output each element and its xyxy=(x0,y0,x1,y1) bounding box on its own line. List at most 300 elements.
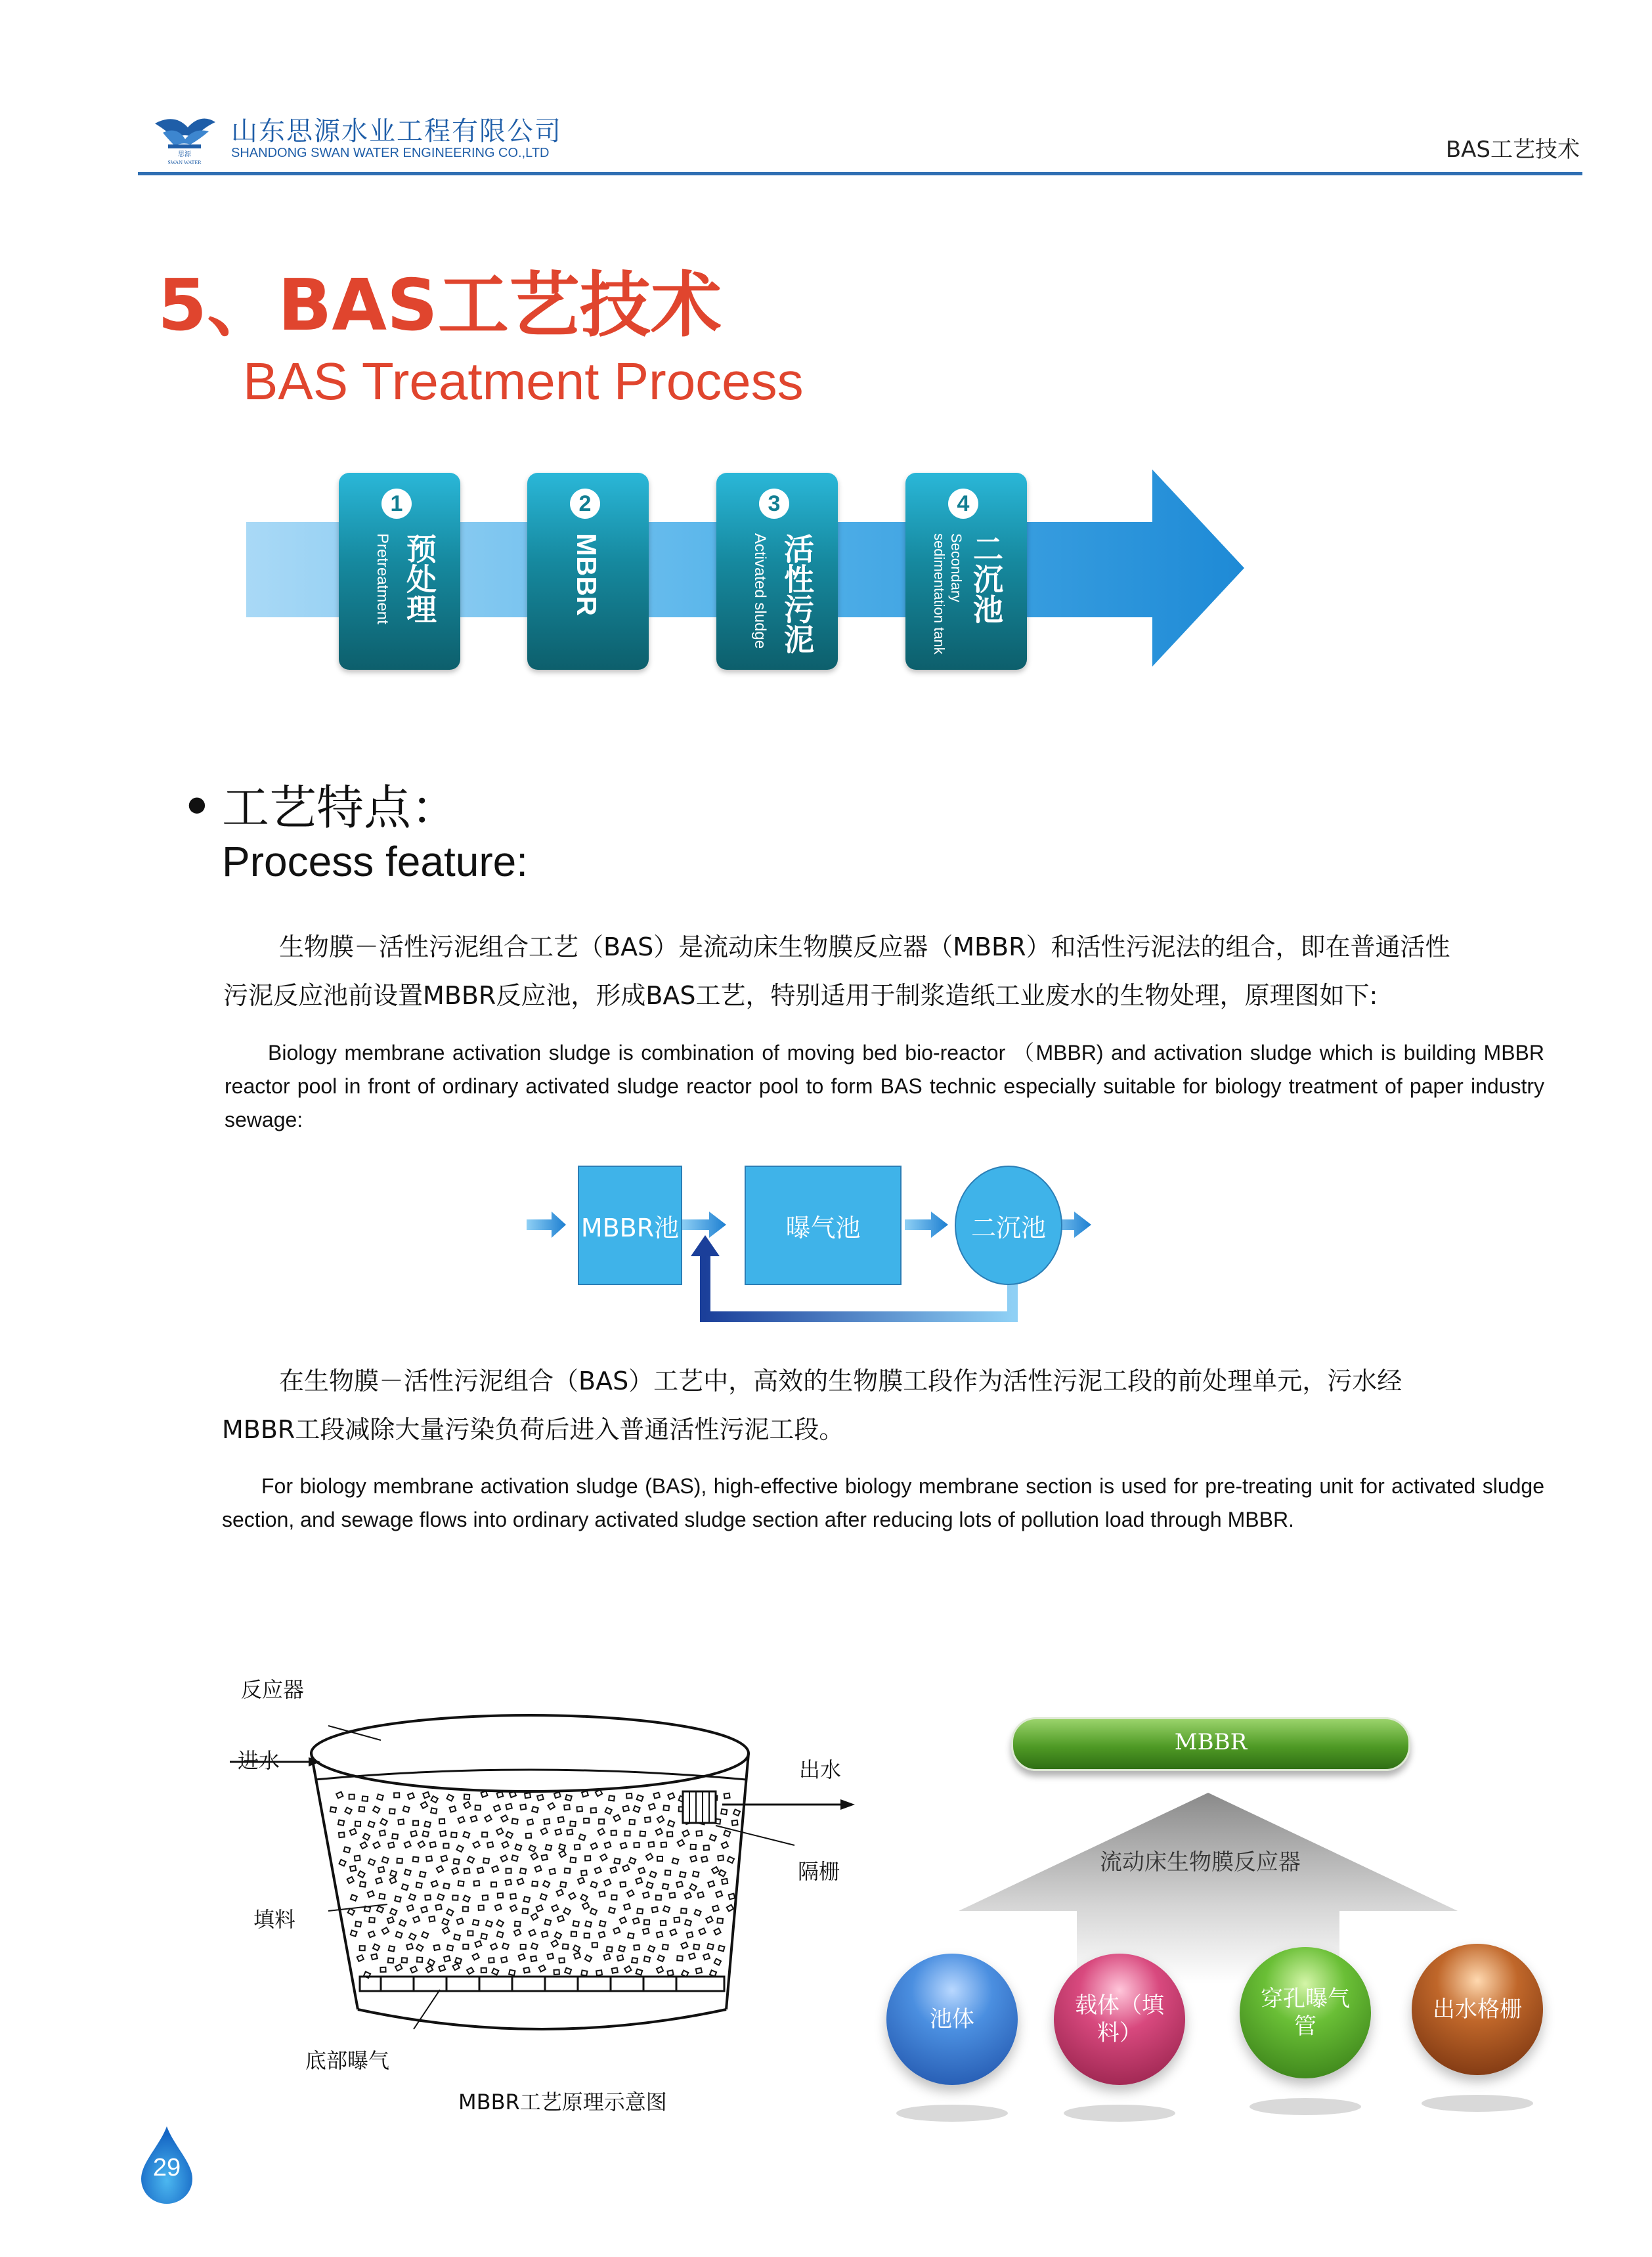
filler-particle xyxy=(678,1840,684,1847)
filler-particle xyxy=(697,1892,703,1898)
filler-particle xyxy=(454,1859,460,1864)
filler-particle xyxy=(693,1944,699,1950)
filler-particle xyxy=(439,1965,445,1971)
filler-particle xyxy=(645,1817,651,1822)
company-name-cn: 山东思源水业工程有限公司 xyxy=(231,116,562,146)
filler-particle xyxy=(402,1958,407,1963)
filler-particle xyxy=(423,1792,429,1798)
filler-particle xyxy=(487,1842,493,1847)
filler-particle xyxy=(542,1854,548,1860)
orb-label: 穿孔曝气 xyxy=(1261,1986,1350,2012)
step-label-cn: MBBR xyxy=(571,533,602,616)
filler-particle xyxy=(371,1954,377,1960)
filler-particle xyxy=(690,1856,697,1862)
bullet-icon: ● xyxy=(188,791,206,816)
filler-particle xyxy=(463,1895,469,1902)
filler-particle xyxy=(399,1920,406,1927)
filler-particle xyxy=(584,1818,589,1823)
label-screen: 隔栅 xyxy=(798,1859,840,1884)
filler-particle xyxy=(501,1855,508,1862)
filler-particle xyxy=(717,1918,723,1923)
filler-particle xyxy=(339,1832,345,1837)
filler-particle xyxy=(410,1831,416,1837)
filler-particle xyxy=(558,1817,564,1822)
filler-particle xyxy=(483,1858,489,1863)
filler-particle xyxy=(512,1818,518,1824)
filler-particle xyxy=(368,1891,374,1897)
filler-particle xyxy=(564,1805,570,1810)
filler-particle xyxy=(557,1916,564,1921)
filler-particle xyxy=(497,1931,504,1937)
filler-particle xyxy=(724,1830,730,1836)
filler-particle xyxy=(576,1807,582,1812)
para2-cn-line2: MBBR工段减除大量污染负荷后进入普通活性污泥工段。 xyxy=(222,1415,844,1444)
step-number-badge: 2 xyxy=(570,489,600,519)
filler-particle xyxy=(431,1796,437,1803)
filler-particle xyxy=(633,1918,640,1924)
filler-particle xyxy=(545,1919,552,1925)
filler-particle xyxy=(656,1829,663,1835)
step-number-badge: 3 xyxy=(759,489,789,519)
filler-particle xyxy=(710,1835,716,1841)
filler-particle xyxy=(429,1916,435,1921)
filler-particle xyxy=(649,1804,655,1810)
filler-particle xyxy=(390,1909,397,1916)
filler-particle xyxy=(526,1833,531,1839)
filler-particle xyxy=(351,1895,357,1900)
filler-particle xyxy=(638,1868,645,1874)
filler-particle xyxy=(423,1831,429,1837)
filler-particle xyxy=(599,1819,604,1824)
filler-particle xyxy=(611,1867,617,1873)
filler-particle xyxy=(523,1967,529,1973)
filler-particle xyxy=(506,1868,511,1873)
filler-particle xyxy=(693,1872,699,1877)
filler-particle xyxy=(535,1866,542,1872)
filler-particle xyxy=(464,1868,470,1874)
filler-particle xyxy=(406,1944,413,1950)
para1-cn-line2: 污泥反应池前设置MBBR反应池，形成BAS工艺，特别适用于制浆造纸工业废水的生物处理，原理图如下: xyxy=(223,981,1378,1010)
filler-particle xyxy=(380,1830,385,1835)
filler-particle xyxy=(355,1921,361,1927)
filler-particle xyxy=(609,1795,615,1801)
filler-particle xyxy=(613,1927,620,1933)
filler-particle xyxy=(708,1881,714,1887)
orb-label-2: 管 xyxy=(1294,2013,1316,2040)
filler-particle xyxy=(584,1933,590,1938)
filler-particle xyxy=(409,1933,416,1940)
filler-particle xyxy=(716,1891,722,1897)
filler-particle xyxy=(567,1830,573,1835)
filler-particle xyxy=(555,1932,561,1939)
filler-particle xyxy=(669,1893,675,1898)
filler-particle xyxy=(536,1905,543,1911)
filler-particle xyxy=(441,1856,448,1862)
filler-particle xyxy=(714,1929,720,1935)
orb-shadow xyxy=(1422,2095,1533,2112)
filler-particle xyxy=(404,1841,411,1847)
filler-particle xyxy=(718,1855,724,1860)
filler-particle xyxy=(395,1896,401,1902)
filler-particle xyxy=(636,1878,642,1884)
filler-particle xyxy=(689,1954,695,1960)
filler-particle xyxy=(494,1805,500,1811)
filler-particle xyxy=(389,1946,395,1952)
filler-particle xyxy=(563,1944,568,1949)
filler-particle xyxy=(418,1841,425,1848)
filler-particle xyxy=(565,1868,571,1874)
filler-particle xyxy=(434,1945,440,1950)
filler-particle xyxy=(532,1881,538,1887)
filler-particle xyxy=(722,1842,728,1849)
filler-particle xyxy=(344,1847,351,1852)
filler-particle xyxy=(681,1942,687,1949)
filler-particle xyxy=(362,1796,368,1801)
filler-particle xyxy=(722,1879,728,1884)
filler-particle xyxy=(380,1967,385,1972)
filler-particle xyxy=(506,1804,511,1810)
mbbr-banner xyxy=(1011,1717,1410,1771)
filler-particle xyxy=(446,1909,453,1916)
filler-particle xyxy=(680,1872,685,1877)
filler-particle xyxy=(417,1958,422,1962)
filler-particle xyxy=(389,1808,395,1814)
filler-particle xyxy=(663,1944,668,1950)
filler-particle xyxy=(619,1946,625,1952)
filler-particle xyxy=(475,1805,481,1810)
filler-particle xyxy=(696,1831,702,1836)
feature-heading-en: Process feature: xyxy=(222,838,528,885)
filler-particle xyxy=(529,1930,536,1936)
filler-particle xyxy=(447,1945,453,1950)
filler-particle xyxy=(579,1834,586,1840)
filler-particle xyxy=(653,1793,660,1799)
filler-particle xyxy=(348,1908,355,1915)
filler-particle xyxy=(378,1867,384,1872)
filler-particle xyxy=(670,1929,676,1935)
filler-particle xyxy=(710,1970,716,1976)
secondary-tank-circle: 二沉池 xyxy=(955,1166,1062,1285)
section-title: BAS工艺技术 xyxy=(1445,137,1580,163)
filler-particle xyxy=(626,1793,632,1799)
filler-particle xyxy=(489,1958,494,1963)
label-outlet: 出水 xyxy=(799,1757,842,1782)
filler-particle xyxy=(473,1841,479,1848)
filler-particle xyxy=(420,1872,425,1877)
filler-particle xyxy=(421,1906,427,1912)
orb-carrier-filler xyxy=(1054,1954,1185,2085)
filler-particle xyxy=(464,1795,469,1799)
filler-particle xyxy=(591,1843,598,1849)
page-number: 29 xyxy=(152,2154,181,2181)
filler-particle xyxy=(382,1857,389,1863)
filler-particle xyxy=(552,1940,558,1947)
filler-particle xyxy=(482,1832,487,1837)
filler-particle xyxy=(397,1858,402,1864)
filler-particle xyxy=(548,1803,555,1809)
filler-particle xyxy=(543,1881,550,1887)
filler-particle xyxy=(369,1917,374,1923)
filler-particle xyxy=(358,1871,364,1877)
filler-particle xyxy=(373,1842,380,1849)
label-aeration: 底部曝气 xyxy=(305,2048,390,2073)
filler-particle xyxy=(712,1867,718,1874)
filler-particle xyxy=(605,1842,611,1848)
filler-particle xyxy=(387,1917,394,1923)
label-inlet: 进水 xyxy=(238,1748,280,1773)
filler-particle xyxy=(491,1882,496,1887)
filler-particle xyxy=(368,1822,375,1828)
filler-particle xyxy=(627,1890,634,1896)
filler-particle xyxy=(554,1969,559,1975)
filler-particle xyxy=(330,1807,336,1812)
reactor-caption: MBBR工艺原理示意图 xyxy=(458,2090,667,2115)
filler-particle xyxy=(403,1807,410,1812)
filler-particle xyxy=(379,1894,385,1899)
filler-particle xyxy=(555,1829,561,1835)
filler-particle xyxy=(464,1802,470,1808)
filler-particle xyxy=(652,1907,658,1912)
filler-particle xyxy=(389,1877,396,1884)
filler-particle xyxy=(474,1881,480,1886)
filler-particle xyxy=(532,1807,538,1812)
filler-particle xyxy=(431,1881,438,1887)
filler-particle xyxy=(452,1963,459,1970)
filler-particle xyxy=(409,1894,416,1900)
filler-particle xyxy=(607,1946,613,1952)
filler-particle xyxy=(595,1867,601,1873)
filler-particle xyxy=(481,1968,487,1973)
step-activated-sludge xyxy=(716,473,838,670)
filler-particle xyxy=(672,1858,679,1864)
filler-particle xyxy=(647,1882,653,1888)
para2-en: For biology membrane activation sludge (BAS), high-effective biology membrane section is used for pre-treating unit for activated sludge section, and sewage flows into ordinary activated sludge section after reducing lots of pollution load through MBBR. xyxy=(222,1474,1544,1531)
orb-label: 载体（填 xyxy=(1075,1992,1164,2019)
filler-particle xyxy=(519,1954,525,1960)
filler-particle xyxy=(714,1959,721,1965)
filler-particle xyxy=(388,1958,394,1963)
filler-particle xyxy=(496,1828,503,1835)
filler-particle xyxy=(495,1904,502,1910)
filler-particle xyxy=(599,1921,605,1927)
filler-particle xyxy=(475,1941,481,1947)
filler-particle xyxy=(520,1805,526,1810)
filler-particle xyxy=(520,1868,526,1874)
filler-particle xyxy=(467,1856,474,1863)
filler-particle xyxy=(668,1820,674,1826)
filler-particle xyxy=(571,1932,576,1937)
svg-text:SWAN WATER: SWAN WATER xyxy=(167,160,202,165)
filler-particle xyxy=(413,1856,419,1862)
filler-particle xyxy=(529,1845,536,1852)
filler-particle xyxy=(643,1892,649,1898)
filler-particle xyxy=(585,1856,590,1860)
filler-particle xyxy=(548,1954,554,1960)
filler-particle xyxy=(650,1872,657,1877)
filler-particle xyxy=(360,1842,367,1849)
aeration-tank-box: 曝气池 xyxy=(745,1166,902,1285)
filler-particle xyxy=(479,1906,484,1910)
filler-particle xyxy=(492,1969,498,1975)
filler-particle xyxy=(537,1795,544,1801)
filler-particle xyxy=(472,1954,479,1960)
filler-particle xyxy=(611,1831,617,1835)
filler-particle xyxy=(564,1908,571,1915)
filler-particle xyxy=(685,1893,691,1898)
filler-particle xyxy=(396,1932,402,1938)
filler-particle xyxy=(509,1970,515,1976)
filler-particle xyxy=(421,1802,427,1808)
filler-particle xyxy=(357,1955,364,1961)
filler-particle xyxy=(452,1895,458,1900)
label-reactor: 反应器 xyxy=(241,1677,305,1702)
filler-particle xyxy=(575,1845,580,1850)
filler-particle xyxy=(658,1956,664,1961)
step-label-cn: 预处理 xyxy=(402,533,437,624)
filler-particle xyxy=(347,1877,354,1883)
filler-particle xyxy=(471,1816,477,1822)
filler-particle xyxy=(565,1795,572,1801)
filler-particle xyxy=(430,1842,436,1847)
filler-particle xyxy=(483,1895,489,1900)
filler-particle xyxy=(578,1877,584,1883)
page-title-cn: 5、BAS工艺技术 xyxy=(158,265,722,347)
mbbr-subtitle: 流动床生物膜反应器 xyxy=(1100,1849,1301,1875)
filler-particle xyxy=(628,1933,634,1939)
step-label-en: Secondary sedimentation tank xyxy=(931,533,965,655)
filler-particle xyxy=(373,1944,380,1950)
filler-particle xyxy=(345,1807,351,1814)
filler-particle xyxy=(511,1855,517,1861)
filler-particle xyxy=(395,1964,402,1971)
filler-particle xyxy=(407,1905,414,1911)
filler-particle xyxy=(404,1870,411,1875)
filler-particle xyxy=(542,1931,548,1937)
filler-particle xyxy=(636,1969,643,1975)
label-filler: 填料 xyxy=(253,1907,296,1932)
filler-particle xyxy=(687,1932,693,1938)
filler-particle xyxy=(501,1815,508,1822)
filler-particle xyxy=(685,1919,691,1925)
para1-en: Biology membrane activation sludge is combination of moving bed bio-reactor （MBBR) and activation sludge which is building MBBR reactor pool in front of ordinary activated sludge reactor pool to form BAS technic especially suitable for biology treatment of paper industry sewage: xyxy=(225,1041,1544,1131)
filler-particle xyxy=(728,1856,734,1863)
filler-particle xyxy=(349,1795,355,1799)
filler-particle xyxy=(402,1884,408,1890)
filler-particle xyxy=(392,1834,398,1839)
company-logo xyxy=(148,110,221,165)
filler-particle xyxy=(408,1793,414,1799)
filler-particle xyxy=(501,1957,507,1963)
filler-particle xyxy=(559,1851,566,1857)
filler-particle xyxy=(351,1931,357,1937)
orb-label-2: 料） xyxy=(1097,2020,1142,2046)
filler-particle xyxy=(425,1895,431,1900)
filler-particle xyxy=(712,1906,719,1912)
filler-particle xyxy=(719,1870,726,1877)
filler-particle xyxy=(510,1791,516,1797)
filler-particle xyxy=(701,1856,707,1862)
filler-particle xyxy=(630,1820,635,1824)
swan-logo-icon xyxy=(148,110,221,165)
filler-particle xyxy=(668,1793,674,1799)
filler-particle xyxy=(413,1916,420,1922)
filler-particle xyxy=(481,1791,488,1797)
step-label-cn: 活性污泥 xyxy=(779,533,815,654)
filler-particle xyxy=(360,1946,365,1950)
filler-particle xyxy=(554,1792,561,1798)
filler-particle xyxy=(515,1845,521,1851)
filler-particle xyxy=(473,1919,479,1925)
filler-particle xyxy=(416,1883,422,1888)
company-name-en: SHANDONG SWAN WATER ENGINEERING CO.,LTD xyxy=(231,146,550,160)
filler-particle xyxy=(661,1842,666,1847)
filler-particle xyxy=(640,1831,645,1837)
filler-particle xyxy=(544,1819,550,1824)
filler-particle xyxy=(604,1879,611,1886)
filler-particle xyxy=(398,1820,404,1825)
filler-particle xyxy=(355,1856,360,1861)
filler-particle xyxy=(424,1822,430,1828)
filler-particle xyxy=(657,1967,663,1973)
filler-particle xyxy=(663,1884,668,1889)
filler-particle xyxy=(437,1894,444,1900)
filler-particle xyxy=(733,1809,740,1816)
filler-particle xyxy=(600,1854,607,1860)
filler-particle xyxy=(663,1906,670,1912)
filler-particle xyxy=(521,1944,526,1949)
filler-particle xyxy=(531,1914,538,1920)
filler-particle xyxy=(523,1908,529,1914)
orb-label: 池体 xyxy=(930,2006,974,2032)
mbbr-tank-box: MBBR池 xyxy=(578,1166,682,1285)
filler-particle xyxy=(622,1806,628,1812)
filler-particle xyxy=(614,1858,620,1864)
filler-particle xyxy=(570,1858,576,1863)
filler-particle xyxy=(435,1904,441,1910)
filler-particle xyxy=(559,1958,565,1963)
filler-particle xyxy=(458,1817,465,1823)
header-divider xyxy=(138,172,1582,175)
filler-particle xyxy=(696,1968,702,1974)
orb-label: 出水格栅 xyxy=(1433,1996,1522,2023)
step-mbbr xyxy=(527,473,649,670)
filler-particle xyxy=(703,1954,710,1960)
filler-particle xyxy=(454,1935,460,1940)
step-label-en: Activated sludge xyxy=(751,533,769,649)
filler-particle xyxy=(624,1904,630,1910)
filler-particle xyxy=(502,1943,509,1949)
filler-particle xyxy=(451,1832,456,1837)
filler-particle xyxy=(531,1853,538,1860)
filler-particle xyxy=(490,1944,497,1950)
filler-particle xyxy=(622,1865,629,1872)
filler-particle xyxy=(502,1841,508,1848)
filler-particle xyxy=(570,1822,575,1827)
filler-particle xyxy=(690,1884,697,1891)
filler-particle xyxy=(620,1917,626,1923)
filler-particle xyxy=(582,1791,588,1797)
filler-particle xyxy=(350,1866,356,1872)
filler-particle xyxy=(467,1931,473,1935)
filler-particle xyxy=(596,1970,602,1975)
filler-particle xyxy=(550,1869,555,1874)
filler-particle xyxy=(506,1831,513,1838)
step-number-badge: 1 xyxy=(381,489,412,519)
filler-particle xyxy=(437,1866,443,1872)
filler-particle xyxy=(463,1944,468,1949)
filler-particle xyxy=(581,1870,587,1875)
orb-shadow xyxy=(1064,2105,1175,2122)
